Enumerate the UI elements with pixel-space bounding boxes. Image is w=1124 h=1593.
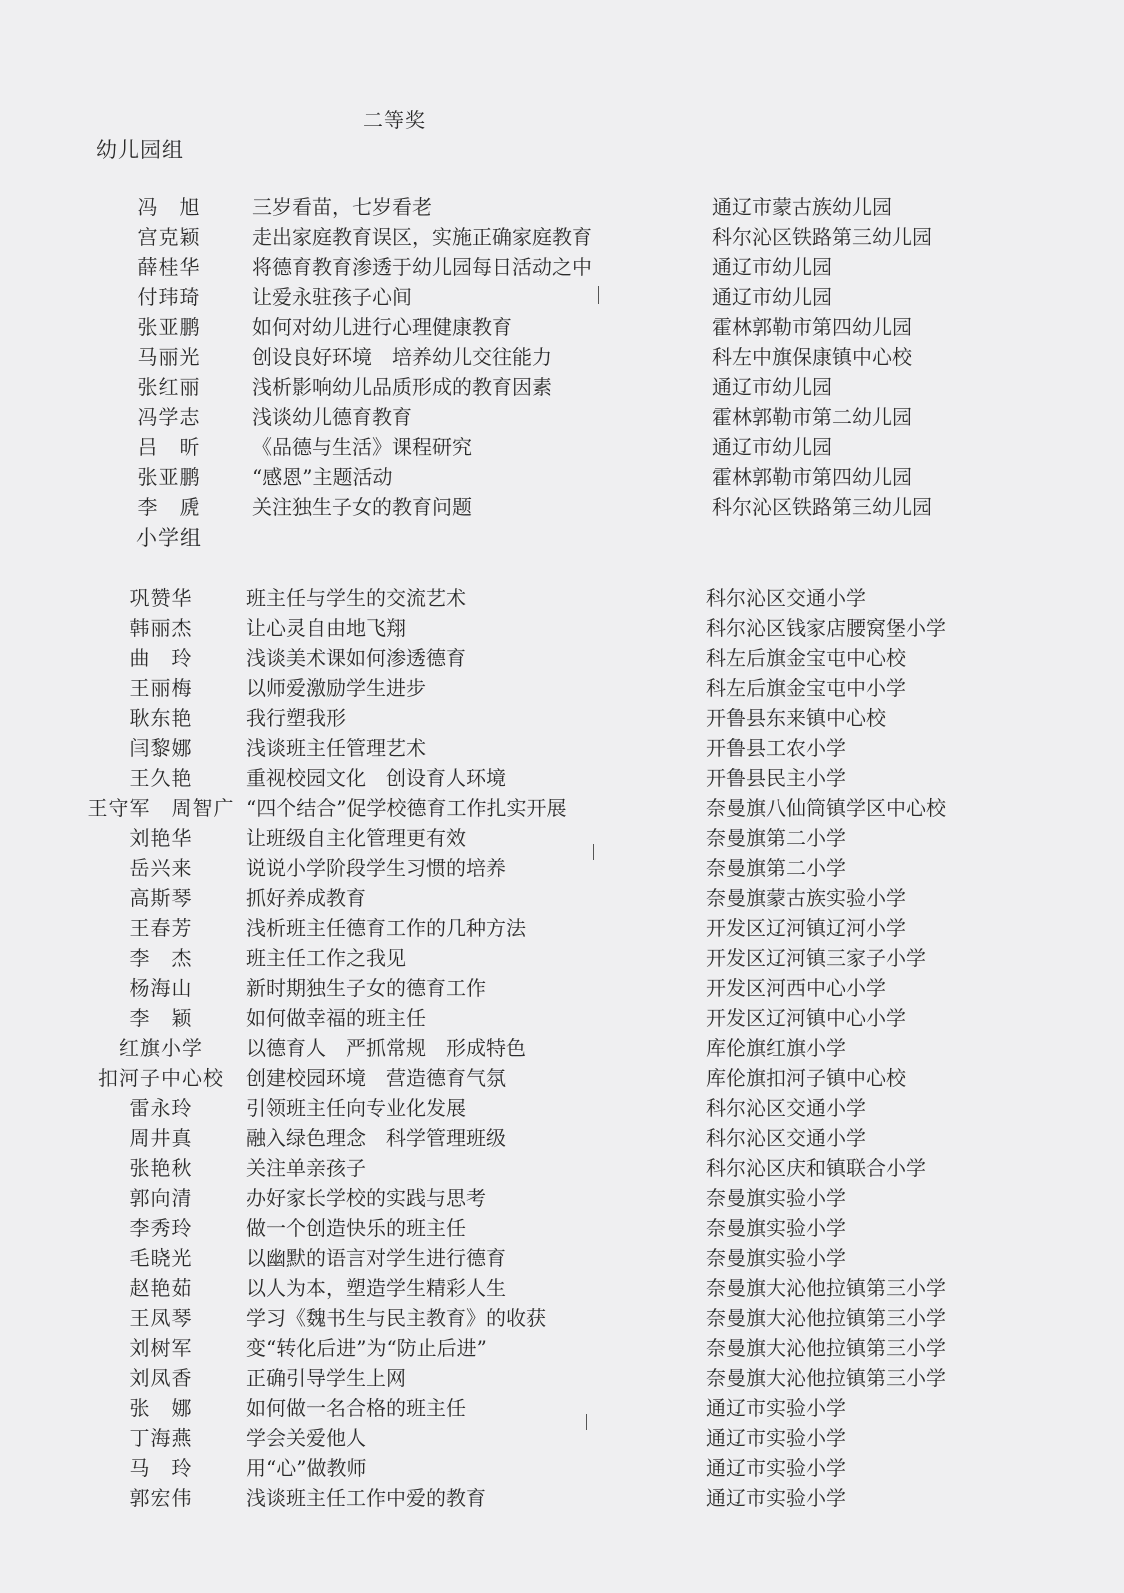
paper-title: 班主任工作之我见 [246, 946, 406, 970]
paper-title: 浅析班主任德育工作的几种方法 [246, 916, 526, 940]
school-name: 科左中旗保康镇中心校 [712, 345, 912, 369]
school-name: 奈曼旗第二小学 [706, 856, 846, 880]
paper-title: 新时期独生子女的德育工作 [246, 976, 486, 1000]
author-name: 李 颖 [129, 1006, 193, 1030]
author-name: 冯学志 [137, 405, 201, 429]
school-name: 奈曼旗大沁他拉镇第三小学 [706, 1276, 946, 1300]
section-heading-primary: 小学组 [136, 526, 202, 550]
list-row [0, 1033, 1124, 1063]
author-name: 刘树军 [129, 1336, 193, 1360]
section-heading-kindergarten: 幼儿园组 [96, 138, 184, 162]
school-name: 通辽市幼儿园 [712, 375, 832, 399]
school-name: 开发区河西中心小学 [706, 976, 886, 1000]
author-name: 刘凤香 [129, 1366, 193, 1390]
school-name: 霍林郭勒市第二幼儿园 [712, 405, 912, 429]
author-name: 宫克颖 [137, 225, 201, 249]
author-name: 扣河子中心校 [98, 1066, 224, 1090]
list-row [0, 1453, 1124, 1483]
school-name: 奈曼旗实验小学 [706, 1246, 846, 1270]
paper-title: 抓好养成教育 [246, 886, 366, 910]
paper-title: 引领班主任向专业化发展 [246, 1096, 466, 1120]
list-row [0, 733, 1124, 763]
author-name: 杨海山 [129, 976, 193, 1000]
primary-list [0, 583, 1124, 1513]
school-name: 开鲁县工农小学 [706, 736, 846, 760]
school-name: 通辽市幼儿园 [712, 285, 832, 309]
school-name: 霍林郭勒市第四幼儿园 [712, 315, 912, 339]
list-row [0, 1303, 1124, 1333]
page-title: 二等奖 [363, 108, 426, 132]
author-name: 曲 玲 [129, 646, 193, 670]
author-name: 付玮琦 [137, 285, 201, 309]
list-row [0, 492, 1124, 522]
author-name: 毛晓光 [129, 1246, 193, 1270]
school-name: 奈曼旗大沁他拉镇第三小学 [706, 1366, 946, 1390]
school-name: 科尔沁区铁路第三幼儿园 [712, 495, 932, 519]
school-name: 通辽市实验小学 [706, 1396, 846, 1420]
paper-title: “感恩”主题活动 [252, 465, 393, 489]
list-row [0, 1423, 1124, 1453]
list-row [0, 402, 1124, 432]
paper-title: 学会关爱他人 [246, 1426, 366, 1450]
author-name: 张艳秋 [129, 1156, 193, 1180]
list-row [0, 1273, 1124, 1303]
school-name: 科尔沁区交通小学 [706, 586, 866, 610]
paper-title: 创建校园环境 营造德育气氛 [246, 1066, 506, 1090]
school-name: 科尔沁区交通小学 [706, 1126, 866, 1150]
author-name: 王守军 周智广 [87, 796, 235, 820]
school-name: 科左后旗金宝屯中心校 [706, 646, 906, 670]
paper-title: 浅谈幼儿德育教育 [252, 405, 412, 429]
author-name: 岳兴来 [129, 856, 193, 880]
school-name: 奈曼旗实验小学 [706, 1186, 846, 1210]
list-row [0, 1123, 1124, 1153]
paper-title: 浅谈班主任工作中爱的教育 [246, 1486, 486, 1510]
school-name: 通辽市蒙古族幼儿园 [712, 195, 892, 219]
author-name: 王丽梅 [129, 676, 193, 700]
paper-title: 将德育教育渗透于幼儿园每日活动之中 [252, 255, 592, 279]
author-name: 王久艳 [129, 766, 193, 790]
list-row [0, 342, 1124, 372]
list-row [0, 192, 1124, 222]
list-row [0, 1483, 1124, 1513]
author-name: 冯 旭 [137, 195, 201, 219]
paper-title: 我行塑我形 [246, 706, 346, 730]
list-row [0, 282, 1124, 312]
list-row [0, 1063, 1124, 1093]
author-name: 雷永玲 [129, 1096, 193, 1120]
author-name: 巩赞华 [129, 586, 193, 610]
scan-mark [586, 1414, 587, 1430]
paper-title: 浅谈班主任管理艺术 [246, 736, 426, 760]
list-row [0, 372, 1124, 402]
school-name: 开发区辽河镇三家子小学 [706, 946, 926, 970]
school-name: 通辽市实验小学 [706, 1456, 846, 1480]
school-name: 科左后旗金宝屯中小学 [706, 676, 906, 700]
list-row [0, 222, 1124, 252]
paper-title: 创设良好环境 培养幼儿交往能力 [252, 345, 552, 369]
author-name: 张亚鹏 [137, 465, 201, 489]
author-name: 张红丽 [137, 375, 201, 399]
paper-title: 关注单亲孩子 [246, 1156, 366, 1180]
list-row [0, 703, 1124, 733]
school-name: 通辽市实验小学 [706, 1486, 846, 1510]
scan-mark [593, 844, 594, 860]
author-name: 高斯琴 [129, 886, 193, 910]
author-name: 红旗小学 [119, 1036, 203, 1060]
author-name: 郭向清 [129, 1186, 193, 1210]
list-row [0, 943, 1124, 973]
list-row [0, 673, 1124, 703]
author-name: 赵艳茹 [129, 1276, 193, 1300]
list-row [0, 973, 1124, 1003]
author-name: 郭宏伟 [129, 1486, 193, 1510]
paper-title: 变“转化后进”为“防止后进” [246, 1336, 487, 1360]
author-name: 马 玲 [129, 1456, 193, 1480]
school-name: 奈曼旗第二小学 [706, 826, 846, 850]
list-row [0, 252, 1124, 282]
paper-title: 以德育人 严抓常规 形成特色 [246, 1036, 526, 1060]
author-name: 李 杰 [129, 946, 193, 970]
author-name: 薛桂华 [137, 255, 201, 279]
school-name: 奈曼旗大沁他拉镇第三小学 [706, 1306, 946, 1330]
paper-title: 正确引导学生上网 [246, 1366, 406, 1390]
paper-title: 如何对幼儿进行心理健康教育 [252, 315, 512, 339]
school-name: 开发区辽河镇辽河小学 [706, 916, 906, 940]
author-name: 王凤琴 [129, 1306, 193, 1330]
school-name: 库伦旗扣河子镇中心校 [706, 1066, 906, 1090]
list-row [0, 1213, 1124, 1243]
paper-title: 说说小学阶段学生习惯的培养 [246, 856, 506, 880]
school-name: 开发区辽河镇中心小学 [706, 1006, 906, 1030]
list-row [0, 1183, 1124, 1213]
list-row [0, 1363, 1124, 1393]
paper-title: 用“心”做教师 [246, 1456, 367, 1480]
author-name: 王春芳 [129, 916, 193, 940]
school-name: 开鲁县东来镇中心校 [706, 706, 886, 730]
paper-title: 三岁看苗，七岁看老 [252, 195, 432, 219]
list-row [0, 913, 1124, 943]
paper-title: 班主任与学生的交流艺术 [246, 586, 466, 610]
school-name: 科尔沁区铁路第三幼儿园 [712, 225, 932, 249]
paper-title: 关注独生子女的教育问题 [252, 495, 472, 519]
paper-title: 浅谈美术课如何渗透德育 [246, 646, 466, 670]
author-name: 张亚鹏 [137, 315, 201, 339]
paper-title: 重视校园文化 创设育人环境 [246, 766, 506, 790]
author-name: 刘艳华 [129, 826, 193, 850]
list-row [0, 1153, 1124, 1183]
author-name: 丁海燕 [129, 1426, 193, 1450]
paper-title: 让班级自主化管理更有效 [246, 826, 466, 850]
scan-mark [598, 286, 599, 304]
paper-title: 融入绿色理念 科学管理班级 [246, 1126, 506, 1150]
paper-title: 以师爱激励学生进步 [246, 676, 426, 700]
paper-title: 《品德与生活》课程研究 [252, 435, 472, 459]
paper-title: 如何做一名合格的班主任 [246, 1396, 466, 1420]
list-row [0, 613, 1124, 643]
school-name: 奈曼旗蒙古族实验小学 [706, 886, 906, 910]
list-row [0, 853, 1124, 883]
paper-title: 办好家长学校的实践与思考 [246, 1186, 486, 1210]
paper-title: 让心灵自由地飞翔 [246, 616, 406, 640]
author-name: 耿东艳 [129, 706, 193, 730]
kindergarten-list [0, 192, 1124, 522]
list-row [0, 1093, 1124, 1123]
paper-title: 学习《魏书生与民主教育》的收获 [246, 1306, 546, 1330]
list-row [0, 432, 1124, 462]
paper-title: 浅析影响幼儿品质形成的教育因素 [252, 375, 552, 399]
school-name: 通辽市幼儿园 [712, 255, 832, 279]
author-name: 马丽光 [137, 345, 201, 369]
paper-title: 走出家庭教育误区，实施正确家庭教育 [252, 225, 592, 249]
list-row [0, 462, 1124, 492]
list-row [0, 763, 1124, 793]
school-name: 科尔沁区庆和镇联合小学 [706, 1156, 926, 1180]
list-row [0, 1003, 1124, 1033]
paper-title: 如何做幸福的班主任 [246, 1006, 426, 1030]
author-name: 韩丽杰 [129, 616, 193, 640]
author-name: 闫黎娜 [129, 736, 193, 760]
list-row [0, 312, 1124, 342]
author-name: 周井真 [129, 1126, 193, 1150]
paper-title: 以人为本，塑造学生精彩人生 [246, 1276, 506, 1300]
school-name: 开鲁县民主小学 [706, 766, 846, 790]
school-name: 库伦旗红旗小学 [706, 1036, 846, 1060]
paper-title: 做一个创造快乐的班主任 [246, 1216, 466, 1240]
school-name: 奈曼旗八仙筒镇学区中心校 [706, 796, 946, 820]
list-row [0, 1393, 1124, 1423]
author-name: 张 娜 [129, 1396, 193, 1420]
list-row [0, 823, 1124, 853]
school-name: 奈曼旗实验小学 [706, 1216, 846, 1240]
list-row [0, 643, 1124, 673]
school-name: 科尔沁区钱家店腰窝堡小学 [706, 616, 946, 640]
paper-title: “四个结合”促学校德育工作扎实开展 [246, 796, 567, 820]
list-row [0, 583, 1124, 613]
paper-title: 以幽默的语言对学生进行德育 [246, 1246, 506, 1270]
school-name: 通辽市实验小学 [706, 1426, 846, 1450]
list-row [0, 883, 1124, 913]
author-name: 李秀玲 [129, 1216, 193, 1240]
author-name: 吕 昕 [137, 435, 201, 459]
school-name: 科尔沁区交通小学 [706, 1096, 866, 1120]
paper-title: 让爱永驻孩子心间 [252, 285, 412, 309]
list-row [0, 1243, 1124, 1273]
author-name: 李 虒 [137, 495, 201, 519]
list-row [0, 1333, 1124, 1363]
school-name: 通辽市幼儿园 [712, 435, 832, 459]
school-name: 霍林郭勒市第四幼儿园 [712, 465, 912, 489]
list-row [0, 793, 1124, 823]
school-name: 奈曼旗大沁他拉镇第三小学 [706, 1336, 946, 1360]
